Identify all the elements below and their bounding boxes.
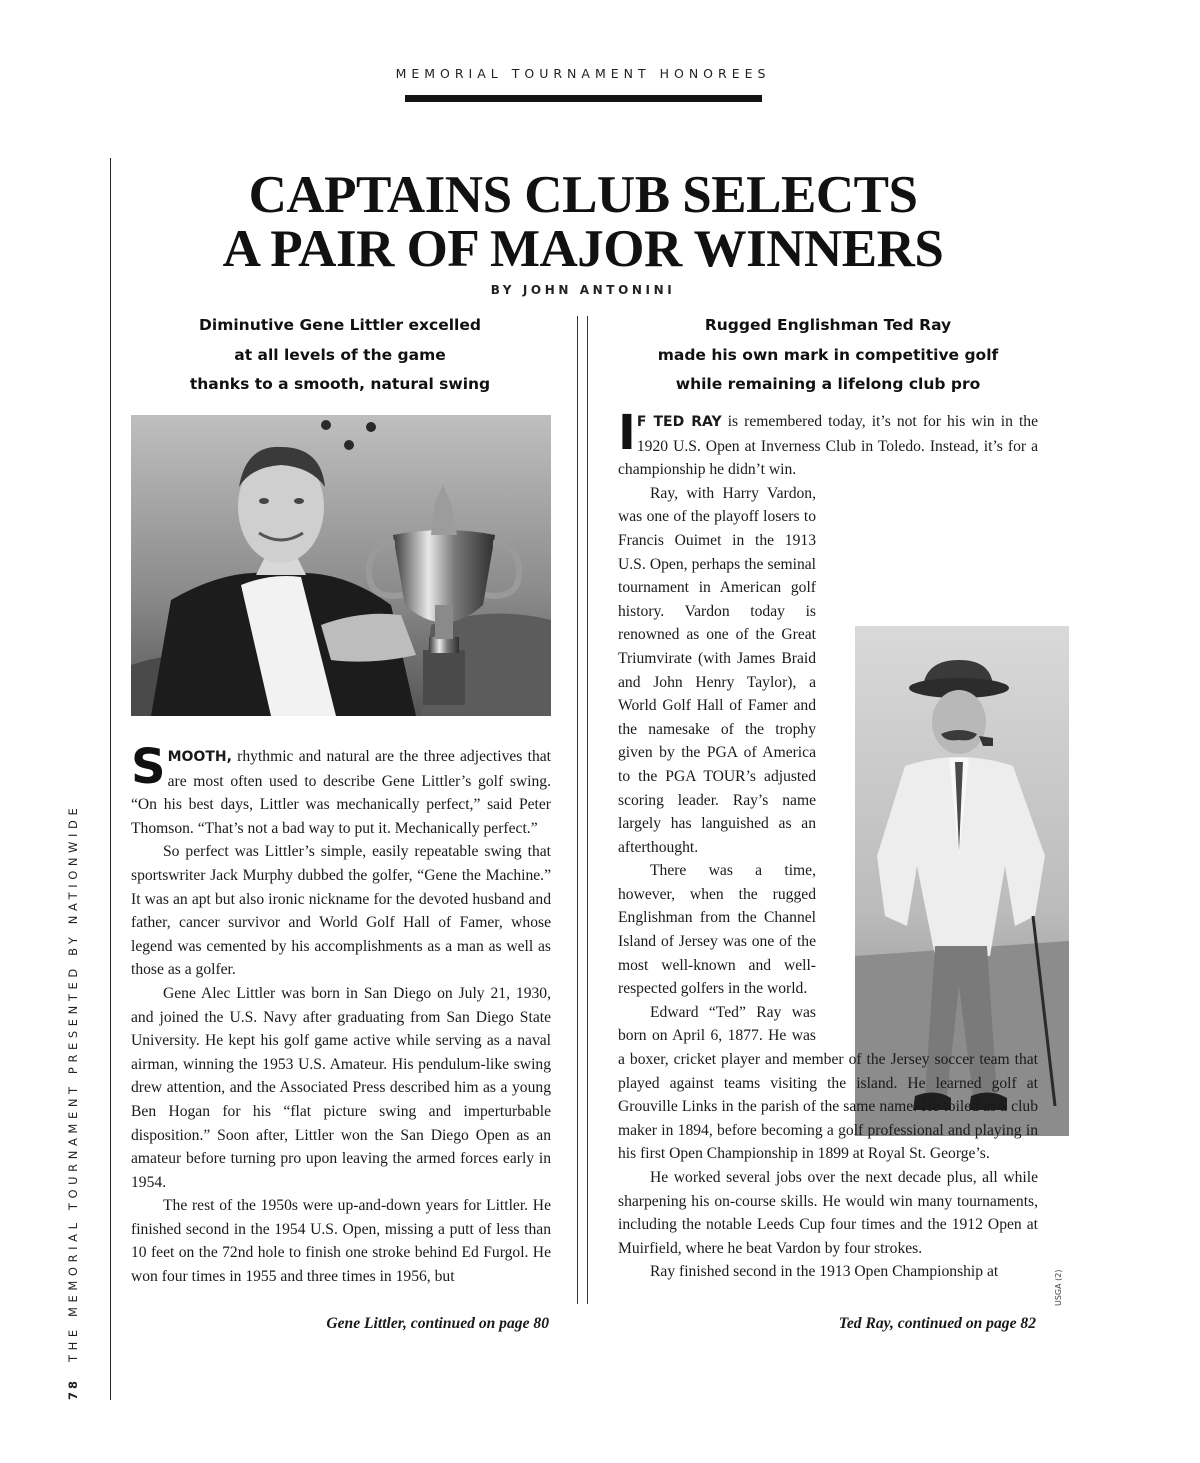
right-paragraph-4: Edward “Ted” Ray was born on April 6, 1877. He was a boxer, cricket player and member of the Jersey soccer team that played against teams visiting the island. He learned golf at Grouville Links in the parish of the same name. He toiled as a club maker in 1894, before becoming a golf professional and playing in his first Open Championship in 1899 at Royal St. George’s. — [618, 1003, 1038, 1163]
right-dropcap: I — [618, 405, 636, 461]
headline — [150, 168, 1016, 276]
left-paragraph-2: So perfect was Littler’s simple, easily repeatable swing that sportswriter Jack Murphy dubbed the golfer, “Gene the Machine.” It was an apt but also ironic nickname for the devoted husband and father, cancer survivor and World Golf Hall of Famer, whose legend was cemented by his accomplishments as a man as well as those as a golfer. — [131, 843, 551, 979]
right-paragraph-2 — [618, 482, 1038, 860]
deck-left-line-3: thanks to a smooth, natural swing — [189, 375, 491, 393]
left-article-body — [131, 739, 551, 1289]
left-paragraph-1-text: rhythmic and natural are the three adjectives that are most often used to describe Gene Littler’s golf swing. “On his best days, Littler was mechanically perfect,” said Peter Thomson. “That’s not a bad way to put it. Mechanically perfect.” — [131, 748, 551, 837]
left-paragraph-4: The rest of the 1950s were up-and-down years for Littler. He finished second in the 1954 U.S. Open, missing a putt of less than 10 feet on the 72nd hole to finish one stroke behind Ed Furgol. He won four times in 1955 and three times in 1956, but — [131, 1197, 551, 1286]
section-rule — [405, 95, 762, 102]
right-paragraph-6: Ray finished second in the 1913 Open Championship at — [650, 1263, 999, 1281]
right-paragraph-3: There was a time, however, when the rugged Englishman from the Channel Island of Jersey was one of the most well-known and well-respected golfers in the world. — [618, 862, 816, 998]
right-article-body — [618, 405, 1038, 1284]
left-dropcap: S — [131, 739, 166, 795]
column-divider-left — [577, 316, 578, 1304]
running-footer: THE MEMORIAL TOURNAMENT PRESENTED BY NATIONWIDE — [66, 803, 80, 1362]
deck-right — [618, 311, 1038, 400]
deck-right-line-3: while remaining a lifelong club pro — [675, 375, 981, 393]
deck-right-line-2: made his own mark in competitive golf — [657, 345, 999, 364]
left-paragraph-3: Gene Alec Littler was born in San Diego on July 21, 1930, and joined the U.S. Navy after graduating from San Diego State University. He kept his golf game active while serving as a naval airman, winning the 1953 U.S. Amateur. His pendulum-like swing drew attention, and the Associated Press described him as a young Ben Hogan for his “flat picture swing and imperturbable disposition.” Soon after, Littler won the San Diego Open as an amateur before turning pro upon leaving the armed forces early in 1954. — [131, 984, 551, 1191]
left-margin-rule — [110, 158, 111, 1400]
deck-right-line-1: Rugged Englishman Ted Ray — [704, 316, 952, 334]
byline: BY JOHN ANTONINI — [490, 283, 676, 297]
right-paragraph-5: He worked several jobs over the next decade plus, all while sharpening his on-course skills. He would win many tournaments, including the notable Leeds Cup four times and the 1912 Open at Muirfield, where he beat Vardon by four strokes. — [618, 1169, 1038, 1257]
continued-right: Ted Ray, continued on page 82 — [838, 1315, 1036, 1332]
headline-line-1: CAPTAINS CLUB SELECTS — [248, 166, 918, 224]
headline-line-2: A PAIR OF MAJOR WINNERS — [222, 220, 944, 278]
section-label: MEMORIAL TOURNAMENT HONOREES — [395, 66, 771, 81]
side-folio — [66, 804, 80, 1400]
deck-left-line-1: Diminutive Gene Littler excelled — [199, 316, 481, 334]
right-paragraph-2-text: Ray, with Harry Vardon, was one of the playoff losers to Francis Ouimet in the 1913 U.S. Open, perhaps the seminal tournament in American golf history. Vardon today is renowned as one of the Great Triumvirate (with James Braid and John Henry Taylor), a World Golf Hall of Famer and the namesake of the trophy given by the PGA of America to the PGA TOUR’s adjusted scoring leader. Ray’s name largely has languished as an afterthought. — [618, 484, 816, 856]
right-paragraph-1 — [618, 405, 1038, 482]
deck-left — [130, 311, 550, 400]
continued-left: Gene Littler, continued on page 80 — [326, 1315, 549, 1332]
page-number: 78 — [66, 1377, 80, 1400]
column-divider-right — [587, 316, 588, 1304]
photo-wrap-space — [828, 482, 1038, 1034]
right-leadin: F TED RAY — [636, 414, 722, 430]
photo-gene-littler — [131, 415, 551, 716]
right-paragraph-1-text: is remembered today, it’s not for his win in the 1920 U.S. Open at Inverness Club in Toledo. Instead, it’s for a championship he didn’t win. — [618, 413, 1038, 479]
left-paragraph-1 — [131, 739, 551, 840]
photo-credit: USGA (2) — [1054, 1269, 1063, 1306]
deck-left-line-2: at all levels of the game — [234, 345, 446, 364]
left-leadin: MOOTH, — [167, 749, 232, 765]
